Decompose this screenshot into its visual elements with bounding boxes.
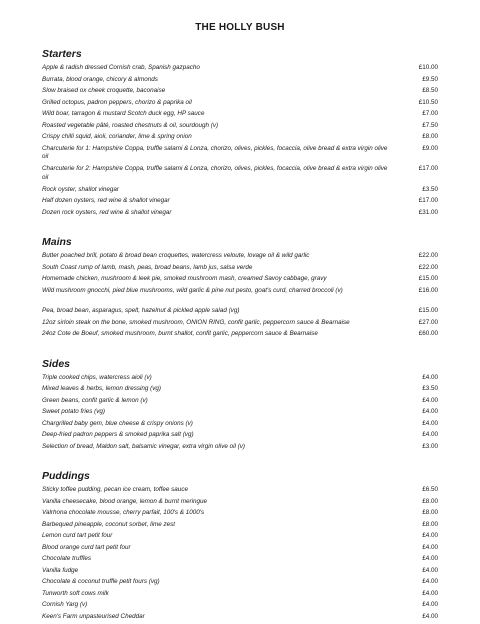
section-title: Mains	[42, 236, 438, 249]
menu-item	[42, 509, 438, 521]
menu-item	[42, 613, 438, 624]
menu-item-name: Charcuterie for 2: Hampshire Coppa, truffle salami & Lonza, chorizo, olives, pickles, focaccia, olive bread & extra virgin olive oil	[42, 165, 408, 182]
menu-item-price: £10.00	[408, 64, 438, 73]
menu-item-name: 12oz sirloin steak on the bone, smoked mushroom, ONION RING, confit garlic, peppercorn sauce & Bearnaise	[42, 319, 408, 328]
menu-item-name: Vanilla cheesecake, blood orange, lemon & burnt meringue	[42, 498, 408, 507]
menu-item-name: Barbequed pineapple, coconut sorbet, lime zest	[42, 521, 408, 530]
menu-item-price: £60.00	[408, 330, 438, 339]
menu-item	[42, 122, 438, 134]
menu-item-name: Chocolate truffles	[42, 555, 408, 564]
menu-item	[42, 567, 438, 579]
menu-item-price: £4.00	[408, 590, 438, 599]
menu-item-name: Mixed leaves & herbs, lemon dressing (vg)	[42, 385, 408, 394]
menu-item	[42, 275, 438, 287]
section-items	[42, 486, 438, 624]
menu-item-name: Vanilla fudge	[42, 567, 408, 576]
menu-item-name: Wild boar, tarragon & mustard Scotch duck egg, HP sauce	[42, 110, 408, 119]
restaurant-title: THE HOLLY BUSH	[42, 22, 438, 34]
menu-item-price: £4.00	[408, 374, 438, 383]
menu-item-price: £9.00	[408, 145, 438, 154]
menu-item-price: £27.00	[408, 319, 438, 328]
menu-item	[42, 408, 438, 420]
menu-item	[42, 486, 438, 498]
menu-item-name: South Coast rump of lamb, mash, peas, broad beans, lamb jus, salsa verde	[42, 264, 408, 273]
menu-item-name: Rock oyster, shallot vinegar	[42, 186, 408, 195]
menu-item-name: Apple & radish dressed Cornish crab, Spanish gazpacho	[42, 64, 408, 73]
menu-item-name: Wild mushroom gnocchi, pied blue mushrooms, wild garlic & pine nut pesto, goat's curd, charred broccoli (v)	[42, 287, 408, 296]
menu-item	[42, 590, 438, 602]
menu-item-price: £17.00	[408, 165, 438, 174]
menu-item	[42, 532, 438, 544]
menu-item	[42, 544, 438, 556]
menu-item-price: £7.00	[408, 110, 438, 119]
menu-page	[42, 22, 438, 624]
menu-item	[42, 197, 438, 209]
menu-item-price: £15.00	[408, 275, 438, 284]
menu-item	[42, 431, 438, 443]
menu-item	[42, 287, 438, 308]
menu-item-price: £4.00	[408, 555, 438, 564]
menu-item	[42, 307, 438, 319]
menu-item-price: £22.00	[408, 264, 438, 273]
menu-item-price: £16.00	[408, 287, 438, 296]
menu-item-price: £7.50	[408, 122, 438, 131]
menu-item-name: Lemon curd tart petit four	[42, 532, 408, 541]
menu-item-price: £8.00	[408, 509, 438, 518]
menu-item	[42, 319, 438, 331]
menu-item	[42, 264, 438, 276]
menu-item-name: 24oz Cote de Boeuf, smoked mushroom, burnt shallot, confit garlic, peppercorn sauce & Bearnaise	[42, 330, 408, 339]
menu-item	[42, 76, 438, 88]
menu-item	[42, 443, 438, 455]
menu-item	[42, 99, 438, 111]
menu-item-name: Green beans, confit garlic & lemon (v)	[42, 397, 408, 406]
section-items	[42, 374, 438, 455]
section-title: Puddings	[42, 470, 438, 483]
menu-item	[42, 87, 438, 99]
menu-item-name: Blood orange curd tart petit four	[42, 544, 408, 553]
menu-item-name: Tunworth soft cows milk	[42, 590, 408, 599]
menu-item-price: £4.00	[408, 567, 438, 576]
menu-item	[42, 145, 438, 166]
menu-item-name: Half dozen oysters, red wine & shallot vinegar	[42, 197, 408, 206]
menu-item-price: £3.00	[408, 443, 438, 452]
menu-item-name: Sticky toffee pudding, pecan ice cream, toffee sauce	[42, 486, 408, 495]
menu-item-price: £4.00	[408, 532, 438, 541]
menu-item-name: Sweet potato fries (vg)	[42, 408, 408, 417]
menu-item-price: £8.00	[408, 521, 438, 530]
menu-item-name: Keen's Farm unpasteurised Cheddar	[42, 613, 408, 622]
menu-item-price: £4.00	[408, 578, 438, 587]
menu-item-price: £9.50	[408, 76, 438, 85]
menu-item-price: £4.00	[408, 397, 438, 406]
menu-item	[42, 209, 438, 221]
menu-item-name: Butter poached brill, potato & broad bean croquettes, watercress veloute, lovage oil & wild garlic	[42, 252, 408, 261]
menu-item	[42, 133, 438, 145]
menu-item-price: £4.00	[408, 420, 438, 429]
menu-item	[42, 385, 438, 397]
menu-item-name: Selection of bread, Maldon salt, balsamic vinegar, extra virgin olive oil (v)	[42, 443, 408, 452]
menu-item	[42, 186, 438, 198]
menu-item-price: £6.50	[408, 486, 438, 495]
menu-item-price: £4.00	[408, 601, 438, 610]
menu-item	[42, 420, 438, 432]
menu-item-name: Roasted vegetable pâté, roasted chestnuts & oil, sourdough (v)	[42, 122, 408, 131]
menu-sections	[42, 48, 438, 624]
menu-item-price: £10.50	[408, 99, 438, 108]
menu-item-name: Chargrilled baby gem, blue cheese & crispy onions (v)	[42, 420, 408, 429]
menu-item-price: £4.00	[408, 408, 438, 417]
menu-item-name: Homemade chicken, mushroom & leek pie, smoked mushroom mash, creamed Savoy cabbage, gravy	[42, 275, 408, 284]
section-items	[42, 64, 438, 220]
menu-item	[42, 578, 438, 590]
menu-item	[42, 555, 438, 567]
menu-item-price: £4.00	[408, 613, 438, 622]
menu-item-name: Pea, broad bean, asparagus, spelt, hazelnut & pickled apple salad (vg)	[42, 307, 408, 316]
menu-item	[42, 252, 438, 264]
menu-item-price: £4.00	[408, 431, 438, 440]
menu-item	[42, 374, 438, 386]
menu-item	[42, 397, 438, 409]
menu-item	[42, 110, 438, 122]
menu-item-price: £22.00	[408, 252, 438, 261]
menu-item-price: £31.00	[408, 209, 438, 218]
menu-item-name: Slow braised ox cheek croquette, baconaise	[42, 87, 408, 96]
menu-item-name: Charcuterie for 1: Hampshire Coppa, truffle salami & Lonza, chorizo, olives, pickles, focaccia, olive bread & extra virgin olive oil	[42, 145, 408, 162]
section-items	[42, 252, 438, 342]
menu-item-price: £3.50	[408, 186, 438, 195]
menu-item-name: Cornish Yarg (v)	[42, 601, 408, 610]
menu-item-price: £17.00	[408, 197, 438, 206]
menu-item-name: Valrhona chocolate mousse, cherry parfait, 100's & 1000's	[42, 509, 408, 518]
section-title: Starters	[42, 48, 438, 61]
menu-item	[42, 64, 438, 76]
menu-item-price: £4.00	[408, 544, 438, 553]
menu-item	[42, 601, 438, 613]
menu-item	[42, 165, 438, 186]
menu-item-price: £8.00	[408, 498, 438, 507]
menu-item	[42, 498, 438, 510]
menu-item-name: Crispy chilli squid, aioli, coriander, lime & spring onion	[42, 133, 408, 142]
menu-item-name: Grilled octopus, padron peppers, chorizo & paprika oil	[42, 99, 408, 108]
menu-item-price: £3.50	[408, 385, 438, 394]
menu-item-name: Deep-fried padron peppers & smoked paprika salt (vg)	[42, 431, 408, 440]
menu-item-name: Dozen rock oysters, red wine & shallot vinegar	[42, 209, 408, 218]
menu-item-price: £8.00	[408, 133, 438, 142]
menu-item-name: Chocolate & coconut truffle petit fours (vg)	[42, 578, 408, 587]
menu-item	[42, 330, 438, 342]
menu-item-price: £8.50	[408, 87, 438, 96]
menu-item-name: Burrata, blood orange, chicory & almonds	[42, 76, 408, 85]
menu-item-price: £15.00	[408, 307, 438, 316]
menu-item	[42, 521, 438, 533]
section-title: Sides	[42, 358, 438, 371]
menu-item-name: Triple cooked chips, watercress aioli (v)	[42, 374, 408, 383]
